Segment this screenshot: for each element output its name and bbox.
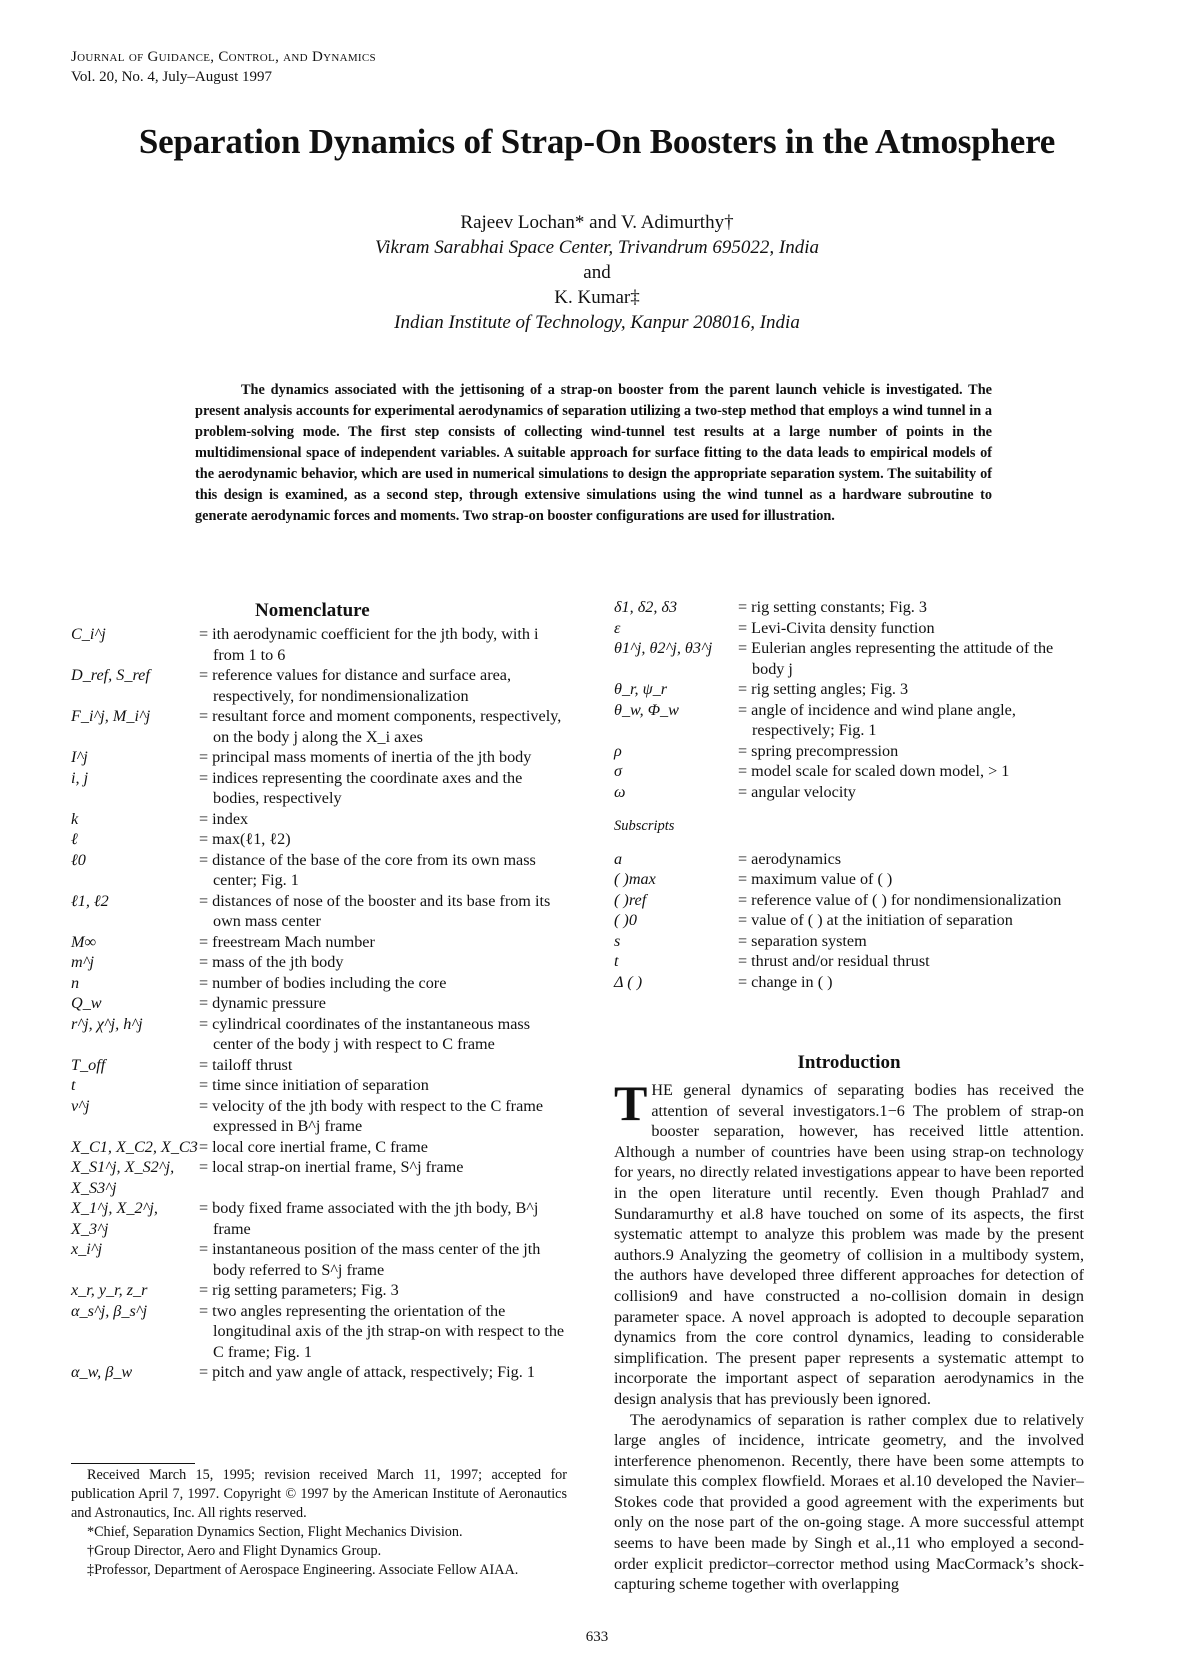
nomenclature-definition: = resultant force and moment components, respectively, on the body j along the X_i axes (199, 707, 562, 746)
nomenclature-symbol: X_C1, X_C2, X_C3 (71, 1137, 198, 1156)
nomenclature-definition: = angle of incidence and wind plane angle, respectively; Fig. 1 (738, 700, 1016, 739)
footnote-author-1: *Chief, Separation Dynamics Section, Flight Mechanics Division. (87, 1524, 463, 1540)
authors-line-2: K. Kumar‡ (554, 287, 640, 308)
nomenclature-definition: = value of ( ) at the initiation of separation (738, 911, 1013, 929)
nomenclature-symbol: θ_w, Φ_w (614, 700, 679, 719)
nomenclature-entry (614, 597, 1084, 618)
nomenclature-symbol: σ (614, 762, 622, 780)
nomenclature-symbol: v^j (71, 1096, 90, 1115)
nomenclature-symbol: Q_w (71, 994, 102, 1012)
nomenclature-definition: = two angles representing the orientation of the longitudinal axis of the jth strap-on with respect to the C frame; Fig. 1 (199, 1301, 565, 1361)
introduction-paragraph-1 (614, 1075, 1084, 1410)
authors-and: and (583, 262, 611, 283)
nomenclature-entry (71, 1075, 571, 1096)
nomenclature-definition: = distances of nose of the booster and its base from its own mass center (199, 891, 551, 930)
nomenclature-entry (614, 931, 1084, 952)
nomenclature-right-column (614, 597, 1084, 992)
nomenclature-symbol: x_r, y_r, z_r (71, 1281, 148, 1299)
affiliation-1: Vikram Sarabhai Space Center, Trivandrum 695022, India (374, 237, 819, 258)
nomenclature-symbol: C_i^j (71, 625, 106, 643)
nomenclature-symbol: t (614, 952, 619, 970)
nomenclature-definition: = ith aerodynamic coefficient for the jth body, with i from 1 to 6 (199, 625, 539, 664)
nomenclature-entry (71, 932, 571, 953)
affiliation-2: Indian Institute of Technology, Kanpur 208016, India (394, 312, 800, 333)
nomenclature-entry (71, 1137, 571, 1158)
nomenclature-entry (614, 972, 1084, 993)
nomenclature-definition: = pitch and yaw angle of attack, respectively; Fig. 1 (199, 1363, 535, 1381)
nomenclature-definition: = spring precompression (738, 741, 899, 760)
nomenclature-symbol: ℓ0 (71, 850, 86, 869)
nomenclature-entry (614, 849, 1084, 870)
nomenclature-entry (71, 809, 571, 830)
subscripts-heading: Subscripts (614, 818, 675, 834)
nomenclature-symbol: δ1, δ2, δ3 (614, 598, 678, 616)
nomenclature-symbol: α_w, β_w (71, 1363, 133, 1381)
nomenclature-entry (71, 1362, 571, 1383)
nomenclature-entry (71, 1301, 571, 1363)
nomenclature-symbol: M∞ (71, 932, 97, 951)
nomenclature-symbol: I^j (71, 748, 88, 766)
abstract: The dynamics associated with the jettisoning of a strap-on booster from the parent launch vehicle is investigated. The present analysis accounts for experimental aerodynamics of separation utilizing a two-step method that employs a wind tunnel in a problem-solving mode. The first step consists of collecting wind-tunnel test results at a large number of points in the multidimensional space of independent variables. A suitable approach for surface fitting to the data leads to empirical models of the aerodynamic behavior, which are used in numerical simulations to design the appropriate separation system. The suitability of this design is examined, as a second step, through extensive simulations using the wind tunnel as a hardware subroutine to generate aerodynamic forces and moments. Two strap-on booster configurations are used for illustration. (195, 382, 992, 524)
nomenclature-entry (614, 741, 1084, 762)
nomenclature-definition: = mass of the jth body (199, 953, 344, 971)
nomenclature-entry (614, 638, 1084, 679)
nomenclature-definition: = Levi-Civita density function (738, 618, 935, 637)
nomenclature-definition: = indices representing the coordinate axes and the bodies, respectively (199, 768, 523, 807)
nomenclature-entry (614, 782, 1084, 803)
nomenclature-symbol: ω (614, 782, 626, 801)
nomenclature-entry (71, 891, 571, 932)
nomenclature-definition: = rig setting constants; Fig. 3 (738, 598, 927, 616)
nomenclature-definition: = tailoff thrust (199, 1055, 293, 1074)
nomenclature-symbol: F_i^j, M_i^j (71, 707, 151, 725)
nomenclature-symbol: ( )0 (614, 911, 637, 929)
nomenclature-symbol: T_off (71, 1055, 106, 1074)
journal-name: Journal of Guidance, Control, and Dynamics (71, 49, 376, 65)
nomenclature-entry (71, 1096, 571, 1137)
nomenclature-entry (71, 768, 571, 809)
journal-header (71, 47, 376, 87)
nomenclature-entry (71, 747, 571, 768)
nomenclature-heading: Nomenclature (255, 600, 370, 621)
nomenclature-entry (71, 952, 571, 973)
nomenclature-symbol: k (71, 809, 79, 828)
nomenclature-symbol: a (614, 849, 623, 868)
nomenclature-definition: = instantaneous position of the mass center of the jth body referred to S^j frame (199, 1240, 541, 1279)
nomenclature-definition: = rig setting angles; Fig. 3 (738, 680, 909, 698)
nomenclature-entry (71, 850, 571, 891)
nomenclature-entry (614, 618, 1084, 639)
nomenclature-symbol: α_s^j, β_s^j (71, 1301, 148, 1320)
introduction-paragraph-2: The aerodynamics of separation is rather complex due to relatively large angles of incidence, intricate geometry, and the involved interference phenomenon. Recently, there have been some attempts to simulate this complex flowfield. Moraes et al.10 developed the Navier–Stokes code that provided a good agreement with the experiments but only on the nose part of the on-going stage. A more successful attempt seems to have been made by Singh et al.,11 who employed a second-order explicit predictor–corrector method using MacCormack’s shock-capturing scheme together with overlapping (614, 1410, 1084, 1594)
nomenclature-definition: = rig setting parameters; Fig. 3 (199, 1281, 399, 1299)
nomenclature-symbol: X_S1^j, X_S2^j, X_S3^j (71, 1158, 175, 1197)
nomenclature-entry (71, 1014, 571, 1055)
nomenclature-definition: = max(ℓ1, ℓ2) (199, 830, 291, 848)
nomenclature-definition: = number of bodies including the core (199, 973, 447, 992)
nomenclature-symbol: ( )max (614, 870, 656, 888)
nomenclature-symbol: ℓ (71, 830, 78, 848)
nomenclature-definition: = index (199, 809, 249, 828)
nomenclature-left-column (71, 624, 571, 1383)
nomenclature-entry (614, 910, 1084, 931)
nomenclature-definition: = maximum value of ( ) (738, 870, 893, 888)
nomenclature-entry (614, 761, 1084, 782)
nomenclature-entry (614, 951, 1084, 972)
nomenclature-definition: = body fixed frame associated with the jth body, B^j frame (199, 1199, 539, 1238)
nomenclature-definition: = aerodynamics (738, 849, 842, 868)
nomenclature-definition: = model scale for scaled down model, > 1 (738, 762, 1010, 780)
nomenclature-definition: = time since initiation of separation (199, 1076, 429, 1094)
nomenclature-symbol: i, j (71, 768, 89, 787)
nomenclature-symbol: t (71, 1076, 76, 1094)
nomenclature-definition: = local core inertial frame, C frame (199, 1137, 428, 1156)
footnote-rule (71, 1463, 195, 1464)
nomenclature-definition: = change in ( ) (738, 972, 833, 991)
drop-cap: T (614, 1075, 648, 1131)
nomenclature-definition: = Eulerian angles representing the attitude of the body j (738, 639, 1054, 678)
nomenclature-entry (71, 1055, 571, 1076)
nomenclature-definition: = principal mass moments of inertia of the jth body (199, 748, 532, 766)
nomenclature-entry (614, 679, 1084, 700)
nomenclature-symbol: ( )ref (614, 890, 647, 909)
nomenclature-symbol: m^j (71, 953, 95, 971)
nomenclature-entry (71, 706, 571, 747)
nomenclature-definition: = velocity of the jth body with respect to the C frame expressed in B^j frame (199, 1096, 544, 1135)
nomenclature-symbol: θ_r, ψ_r (614, 680, 668, 698)
journal-issue: Vol. 20, No. 4, July–August 1997 (71, 69, 272, 85)
nomenclature-entry (71, 973, 571, 994)
nomenclature-entry (71, 1157, 571, 1198)
nomenclature-symbol: n (71, 973, 80, 992)
nomenclature-symbol: Δ ( ) (614, 972, 643, 991)
nomenclature-definition: = freestream Mach number (199, 932, 375, 951)
footnote-author-3: ‡Professor, Department of Aerospace Engineering. Associate Fellow AIAA. (87, 1562, 519, 1578)
nomenclature-definition: = thrust and/or residual thrust (738, 952, 930, 970)
author-block (0, 210, 1194, 335)
nomenclature-entry (71, 993, 571, 1014)
nomenclature-entry (614, 890, 1084, 911)
nomenclature-definition: = angular velocity (738, 782, 856, 801)
nomenclature-definition: = dynamic pressure (199, 994, 326, 1012)
footnote-author-2: †Group Director, Aero and Flight Dynamics Group. (87, 1543, 382, 1559)
nomenclature-symbol: D_ref, S_ref (71, 666, 150, 684)
nomenclature-symbol: r^j, χ^j, h^j (71, 1014, 143, 1033)
nomenclature-entry (71, 1280, 571, 1301)
footnotes (71, 1466, 567, 1580)
nomenclature-definition: = local strap-on inertial frame, S^j frame (199, 1158, 464, 1176)
nomenclature-entry (71, 624, 571, 665)
nomenclature-symbol: x_i^j (71, 1240, 103, 1258)
nomenclature-symbol: θ1^j, θ2^j, θ3^j (614, 639, 713, 657)
nomenclature-entry (614, 869, 1084, 890)
introduction-heading: Introduction (797, 1052, 901, 1073)
introduction-paragraph-1-text: HE general dynamics of separating bodies has received the attention of several investigators.1−6 The problem of strap-on booster separation, however, has received little attention. Although a number of countries have been using strap-on technology for years, no directly related investigations appear to have been reported in the open literature until recently. Even though Prahlad7 and Sundaramurthy et al.8 have touched on some of its aspects, the first systematic attempt to analyze this problem was made by the present authors.9 Analyzing the geometry of collision in a multibody system, the authors have developed three different approaches for detection of collision9 and have constructed a no-collision domain in design parameter space. A novel approach is adopted to decouple separation dynamics from the core control dynamics, leading to considerable simplification. The present paper represents a systematic attempt to incorporate the important aspect of separation aerodynamics in the design analysis that has previously been ignored. (614, 1081, 1084, 1408)
nomenclature-entry (614, 700, 1084, 741)
nomenclature-entry (71, 1198, 571, 1239)
nomenclature-definition: = reference values for distance and surface area, respectively, for nondimensionalization (199, 666, 512, 705)
nomenclature-entry (71, 829, 571, 850)
nomenclature-symbol: ρ (614, 741, 622, 760)
authors-line-1: Rajeev Lochan* and V. Adimurthy† (460, 212, 734, 233)
nomenclature-definition: = distance of the base of the core from its own mass center; Fig. 1 (199, 850, 536, 889)
nomenclature-definition: = separation system (738, 931, 867, 950)
nomenclature-definition: = reference value of ( ) for nondimensionalization (738, 890, 1062, 909)
nomenclature-symbol: X_1^j, X_2^j, X_3^j (71, 1199, 158, 1238)
paper-title: Separation Dynamics of Strap-On Boosters in the Atmosphere (138, 122, 1056, 161)
nomenclature-symbol: ε (614, 618, 621, 637)
nomenclature-definition: = cylindrical coordinates of the instantaneous mass center of the body j with respect to C frame (199, 1014, 530, 1053)
nomenclature-entry (71, 1239, 571, 1280)
nomenclature-symbol: s (614, 931, 621, 950)
nomenclature-symbol: ℓ1, ℓ2 (71, 891, 109, 910)
nomenclature-entry (71, 665, 571, 706)
page-number: 633 (585, 1629, 609, 1645)
introduction-body (614, 1075, 1084, 1595)
footnote-received: Received March 15, 1995; revision received March 11, 1997; accepted for publication April 7, 1997. Copyright © 1997 by the American Institute of Aeronautics and Astronautics, Inc. All rights reserved. (71, 1467, 567, 1521)
